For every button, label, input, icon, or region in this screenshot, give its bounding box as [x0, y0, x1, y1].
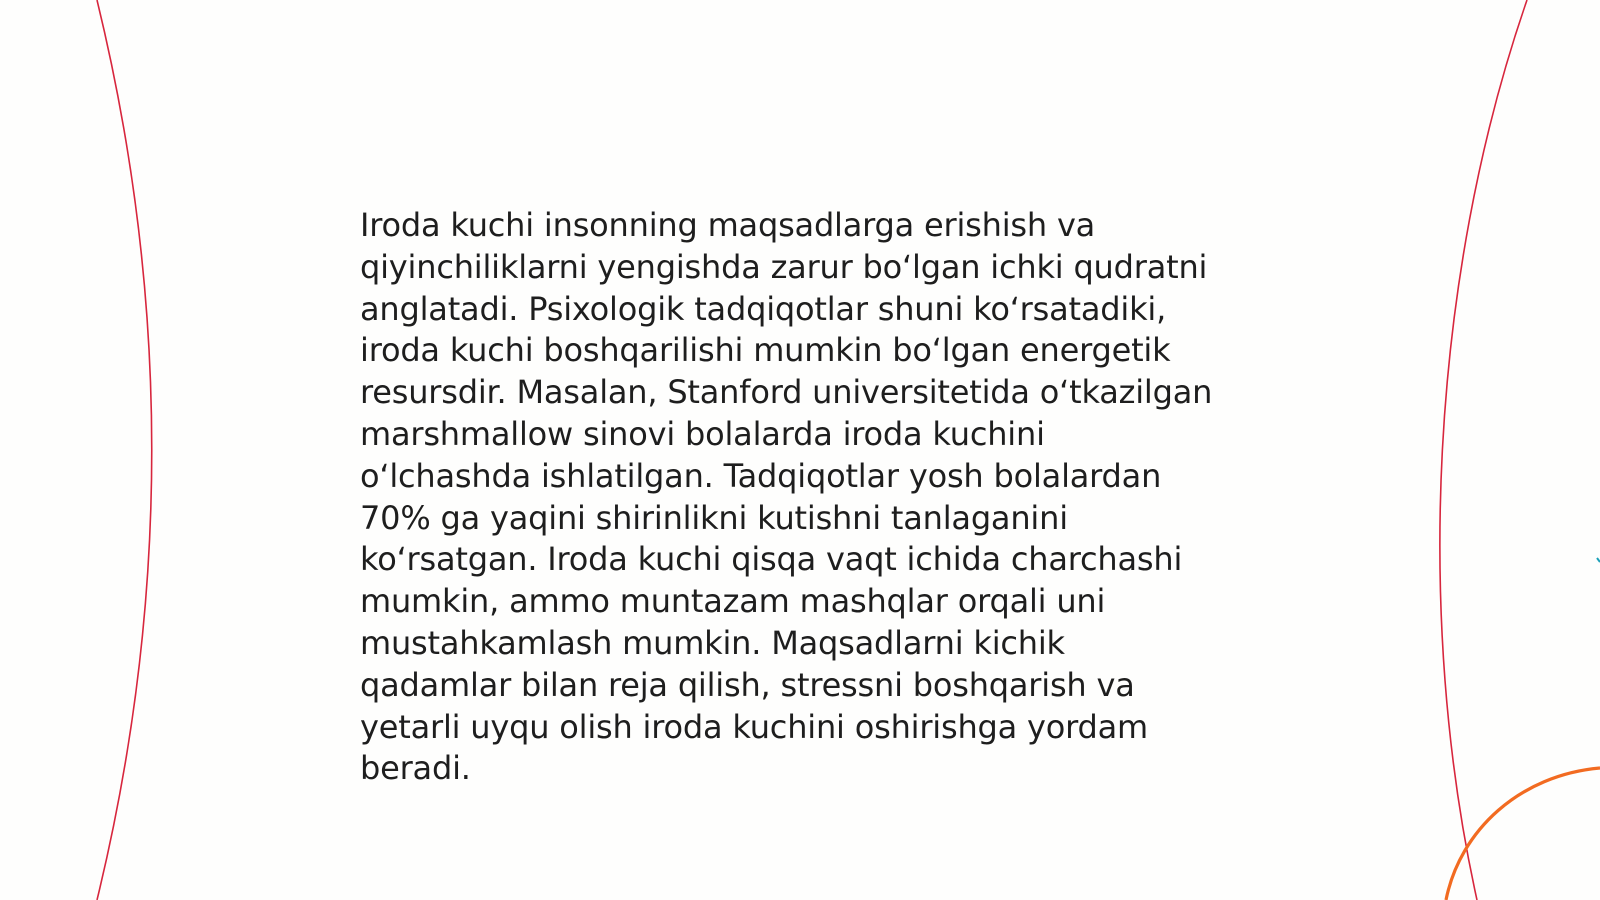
orange-arc: [1446, 768, 1600, 900]
right-decorative-curve: [1440, 0, 1527, 900]
left-decorative-curve: [97, 0, 152, 900]
body-paragraph: Iroda kuchi insonning maqsadlarga erishish va qiyinchiliklarni yengishda zarur boʻlgan ichki qudratni anglatadi. Psixologik tadqiqotlar shuni koʻrsatadiki, iroda kuchi boshqarilishi mumkin boʻlgan energetik resursdir. Masalan, Stanford universitetida oʻtkazilgan marshmallow sinovi bolalarda iroda kuchini oʻlchashda ishlatilgan. Tadqiqotlar yosh bolalardan 70% ga yaqini shirinlikni kutishni tanlaganini koʻrsatgan. Iroda kuchi qisqa vaqt ichida charchashi mumkin, ammo muntazam mashqlar orqali uni mustahkamlash mumkin. Maqsadlarni kichik qadamlar bilan reja qilish, stressni boshqarish va yetarli uyqu olish iroda kuchini oshirishga yordam beradi.: [360, 206, 1213, 788]
